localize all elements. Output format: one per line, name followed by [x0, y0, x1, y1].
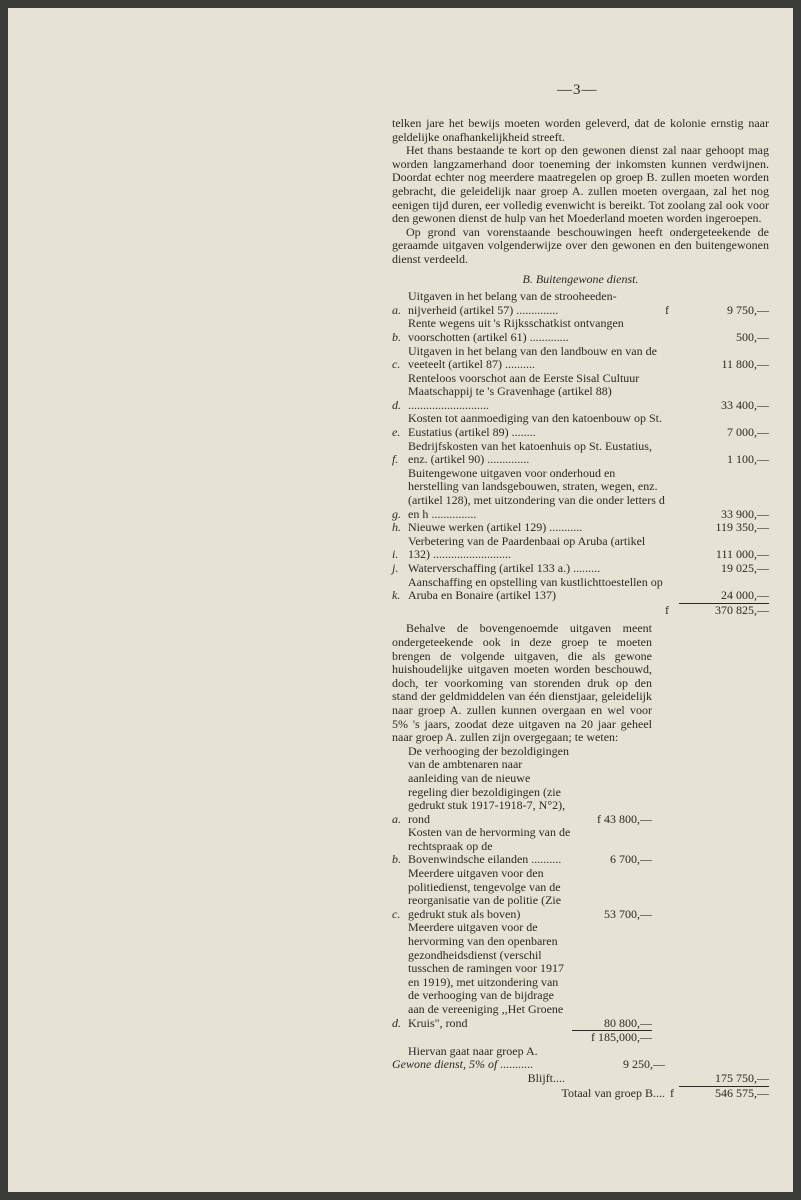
expense-item	[392, 562, 769, 576]
expense-item	[392, 290, 769, 317]
item-amount: 33 400,—	[721, 397, 769, 412]
sub-text: Kosten van de hervorming van de rechtspraak op de Bovenwindsche eilanden ..........	[408, 825, 571, 867]
intro-paragraph-2: Het thans bestaande te kort op den gewonen dienst zal naar gehoopt mag worden langzamerhand door toeneming der inkomsten kunnen verdwijnen. Doordat echter nog meerdere maatregelen op groep B. zullen moeten worden gebracht, die geleidelijk naar groep A. zullen moeten overgaan, zal het nog eenigen tijd duren, eer volledig evenwicht is bereikt. Tot zoolang zal ook voor den gewonen dienst de hulp van het Moederland moeten worden ingeroepen.	[392, 143, 769, 226]
item-amount: 119 350,—	[715, 520, 769, 535]
sub-item	[392, 921, 652, 1030]
expense-item	[392, 372, 769, 413]
hiervan-row	[392, 1045, 769, 1059]
page-number: —3—	[557, 82, 598, 98]
totaal-row	[392, 1086, 769, 1101]
item-letter: g.	[392, 506, 401, 521]
gewone-row	[392, 1058, 769, 1072]
subtotal: f 185,000,—	[572, 1030, 652, 1045]
item-text: Buitengewone uitgaven voor onderhoud en herstelling van landsgebouwen, straten, wegen, enz. (artikel 128), met uitzondering van die onder letters d en h ...............	[408, 465, 665, 521]
sub-amount: 80 800,—	[604, 1015, 652, 1030]
item-text: Waterverschaffing (artikel 133 a.) .........	[408, 561, 601, 575]
sub-item	[392, 867, 652, 921]
totaal-label: Totaal van groep B....	[561, 1085, 665, 1100]
intro-paragraph-1: telken jare het bewijs moeten worden geleverd, dat de kolonie ernstig naar geldelijke onafhankelijkheid streeft.	[392, 116, 769, 144]
item-text: Uitgaven in het belang van den landbouw en van de veeteelt (artikel 87) ..........	[408, 343, 657, 372]
blijft-row	[392, 1072, 769, 1086]
expense-item	[392, 412, 769, 439]
intro-paragraph-3: Op grond van vorenstaande beschouwingen heeft ondergeteekende de geraamde uitgaven volgenderwijze over den gewonen en den buitengewonen dienst verdeeld.	[392, 224, 769, 266]
expense-item	[392, 467, 769, 521]
item-text: Verbetering van de Paardenbaai op Aruba (artikel 132) ..........................	[408, 533, 646, 562]
item-letter: b.	[392, 329, 401, 344]
item-letter: k.	[392, 588, 401, 603]
sub-text: Meerdere uitgaven voor de hervorming van den openbaren gezondheidsdienst (verschil tusschen de ramingen voor 1917 en 1919), met uitzondering van de verhooging van de bijdrage aan de vereeniging ,,Het Groene Kruis", rond	[408, 920, 564, 1030]
subtotal-row	[392, 1030, 652, 1045]
item-letter: j.	[392, 561, 399, 575]
item-amount: 24 000,—	[721, 588, 769, 603]
totaal-currency: f	[670, 1085, 674, 1100]
expense-item	[392, 345, 769, 372]
item-text: Bedrijfskosten van het katoenhuis op St. Eustatius, enz. (artikel 90) ..............	[408, 438, 652, 467]
hiervan-label: Hiervan gaat naar groep A.	[408, 1043, 538, 1058]
item-letter: i.	[392, 547, 399, 562]
item-amount: 19 025,—	[721, 561, 769, 575]
expense-item	[392, 521, 769, 535]
blijft-amount: 175 750,—	[715, 1070, 769, 1085]
item-text: Nieuwe werken (artikel 129) ...........	[408, 520, 583, 535]
item-amount: 9 750,—	[727, 302, 769, 317]
document-sheet	[8, 8, 793, 1192]
item-text: Rente wegens uit 's Rijksschatkist ontvangen voorschotten (artikel 61) .............	[408, 316, 624, 344]
sub-item	[392, 745, 652, 827]
expense-total	[392, 603, 769, 618]
item-amount: 1 100,—	[727, 452, 769, 467]
totaal-amount: 546 575,—	[679, 1086, 769, 1101]
sub-letter: a.	[392, 811, 401, 826]
item-letter: f.	[392, 452, 399, 467]
item-letter: a.	[392, 302, 401, 317]
item-text: Renteloos voorschot aan de Eerste Sisal Cultuur Maatschappij te 's Gravenhage (artikel 88) ...........................	[408, 370, 640, 412]
item-letter: h.	[392, 520, 401, 535]
item-text: Uitgaven in het belang van de strooheeden-nijverheid (artikel 57) ..............	[408, 289, 617, 317]
expense-item	[392, 317, 769, 344]
paragraph-2: Behalve de bovengenoemde uitgaven meent ondergeteekende ook in deze groep te moeten brengen de volgende uitgaven, die als gewone huishoudelijke uitgaven moeten worden beschouwd, doch, ter voorkoming van storenden druk op den stand der geldmiddelen van één dienstjaar, geleidelijk naar groep A. zullen kunnen overgaan en wel voor 5% 's jaars, zoodat deze uitgaven na 20 jaar geheel naar groep A. zullen zijn overgegaan; te weten:	[392, 621, 652, 745]
sub-letter: b.	[392, 852, 401, 867]
item-amount: 33 900,—	[721, 506, 769, 521]
section-heading: B. Buitengewone dienst.	[522, 271, 639, 286]
gewone-label: Gewone dienst, 5% of ...........	[392, 1057, 534, 1072]
sub-text: De verhooging der bezoldigingen van de ambtenaren naar aanleiding van de nieuwe regeling dier bezoldigingen (zie gedrukt stuk 1917-1918-7, N°2), rond	[408, 743, 569, 826]
expense-item	[392, 576, 769, 603]
item-currency: f	[665, 302, 669, 317]
expense-item	[392, 440, 769, 467]
page-body	[392, 117, 769, 1100]
sub-text: Meerdere uitgaven voor den politiedienst, tengevolge van de reorganisatie van de politie (Zie gedrukt stuk als boven)	[408, 866, 562, 921]
item-amount: 111 000,—	[715, 547, 769, 562]
item-text: Aanschaffing en opstelling van kustlichttoestellen op Aruba en Bonaire (artikel 137)	[408, 574, 663, 603]
total-currency: f	[665, 602, 669, 617]
item-letter: e.	[392, 425, 401, 440]
sub-amount: 6 700,—	[610, 852, 652, 867]
sub-letter: c.	[392, 906, 401, 921]
gewone-amount: 9 250,—	[623, 1057, 665, 1072]
sub-amount: f 43 800,—	[597, 811, 652, 826]
expense-list	[392, 290, 769, 617]
item-text: Kosten tot aanmoediging van den katoenbouw op St. Eustatius (artikel 89) ........	[408, 411, 662, 440]
sub-letter: d.	[392, 1015, 401, 1030]
expense-item	[392, 535, 769, 562]
item-amount: 7 000,—	[727, 425, 769, 440]
sub-amount: 53 700,—	[604, 906, 652, 921]
sub-item	[392, 826, 652, 867]
item-amount: 500,—	[736, 329, 769, 344]
blijft-label: Blijft....	[527, 1070, 565, 1085]
item-letter: c.	[392, 357, 401, 372]
item-letter: d.	[392, 397, 401, 412]
total-amount: 370 825,—	[679, 603, 769, 618]
item-amount: 11 800,—	[721, 357, 769, 372]
